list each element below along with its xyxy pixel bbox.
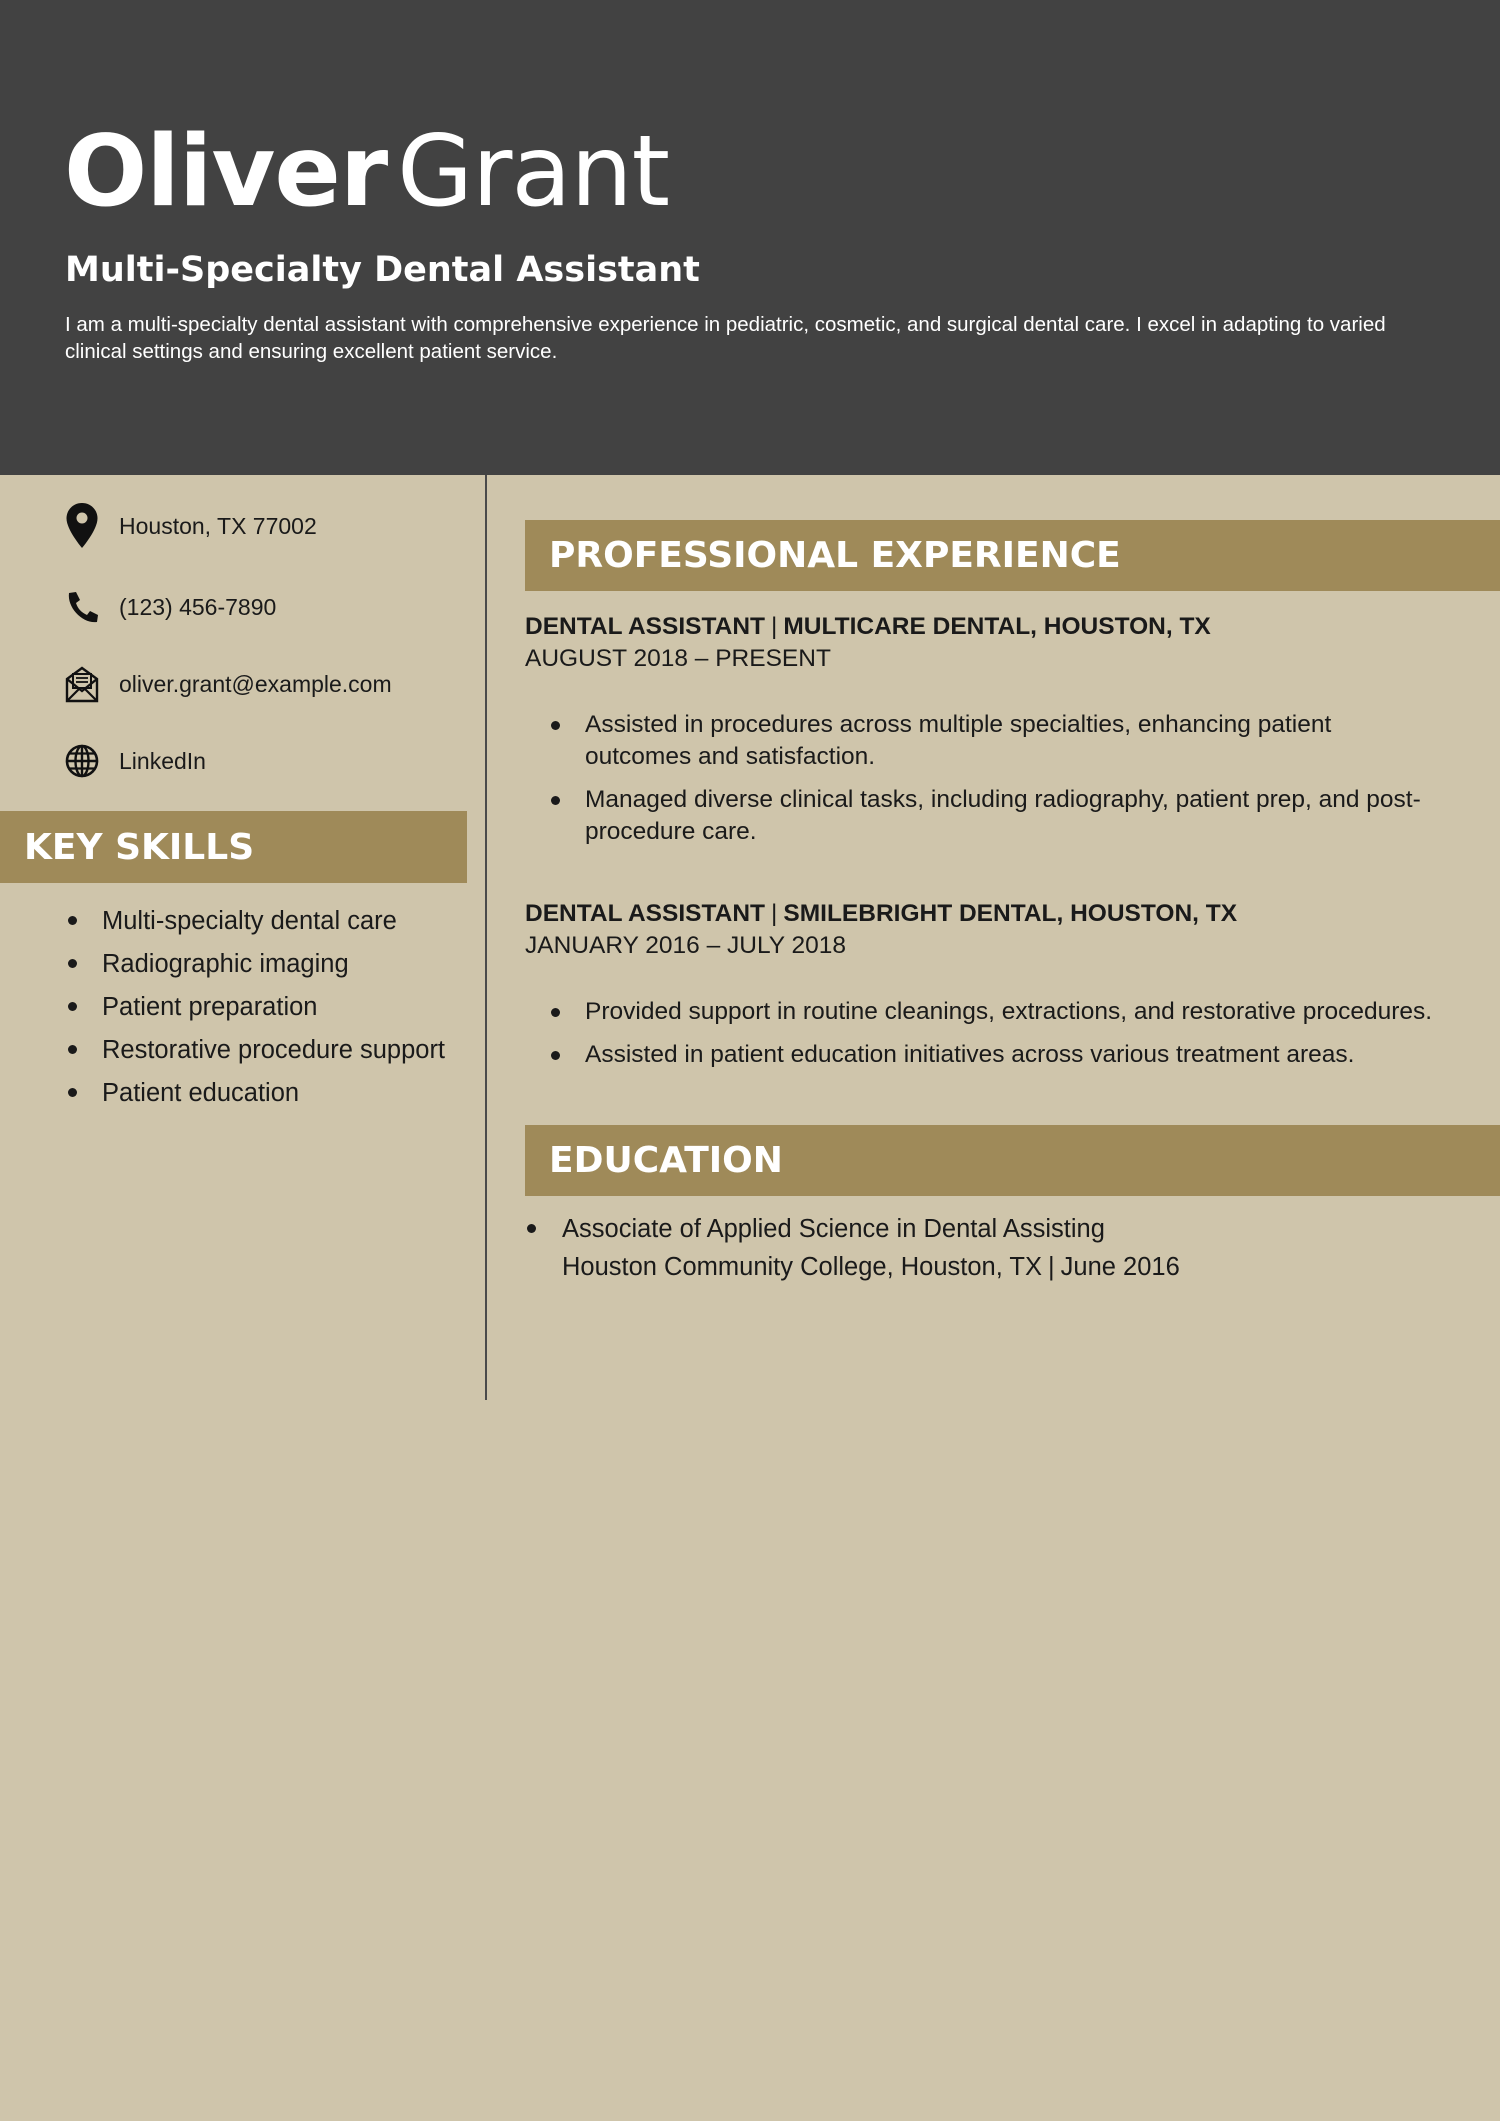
globe-icon bbox=[64, 737, 100, 785]
experience-heading: PROFESSIONAL EXPERIENCE bbox=[525, 520, 1500, 591]
skill-item: Patient education bbox=[102, 1072, 472, 1115]
education-list bbox=[562, 1210, 1442, 1286]
skill-item: Restorative procedure support bbox=[102, 1029, 472, 1072]
phone-icon bbox=[64, 583, 100, 631]
graduation-date: June 2016 bbox=[1060, 1253, 1180, 1281]
education-heading: EDUCATION bbox=[525, 1125, 1500, 1196]
school-line bbox=[562, 1248, 1442, 1286]
job-1-title: DENTAL ASSISTANT bbox=[525, 613, 766, 640]
candidate-name bbox=[64, 112, 669, 232]
skill-item: Radiographic imaging bbox=[102, 943, 472, 986]
job-2-bullets bbox=[585, 996, 1440, 1082]
email-link[interactable]: oliver.grant@example.com bbox=[119, 670, 392, 697]
job-title: Multi-Specialty Dental Assistant bbox=[65, 250, 700, 290]
separator: | bbox=[1048, 1253, 1055, 1281]
job-bullet: Provided support in routine cleanings, extractions, and restorative procedures. bbox=[585, 996, 1440, 1028]
job-1-heading bbox=[525, 611, 1211, 643]
job-bullet: Assisted in patient education initiatives across various treatment areas. bbox=[585, 1039, 1440, 1071]
map-pin-icon bbox=[64, 502, 100, 550]
summary-text: I am a multi-specialty dental assistant with comprehensive experience in pediatric, cosmetic, and surgical dental care. I excel in adapting to varied clinical settings and ensuring excellent patient service. bbox=[65, 313, 1386, 363]
job-1-dates: AUGUST 2018 – PRESENT bbox=[525, 645, 831, 672]
column-divider bbox=[485, 475, 487, 1400]
envelope-icon bbox=[64, 660, 100, 708]
contact-phone bbox=[64, 583, 276, 631]
separator: | bbox=[771, 613, 778, 640]
last-name: Grant bbox=[397, 115, 669, 229]
key-skills-heading: KEY SKILLS bbox=[0, 811, 467, 883]
separator: | bbox=[771, 900, 778, 927]
job-1-bullets bbox=[585, 709, 1440, 859]
school-text: Houston Community College, Houston, TX bbox=[562, 1253, 1043, 1281]
contact-linkedin[interactable] bbox=[64, 737, 206, 785]
job-bullet: Assisted in procedures across multiple specialties, enhancing patient outcomes and satisfaction. bbox=[585, 709, 1440, 773]
contact-email[interactable] bbox=[64, 660, 392, 708]
skills-list bbox=[102, 900, 472, 1115]
job-bullet: Managed diverse clinical tasks, including radiography, patient prep, and post-procedure care. bbox=[585, 784, 1440, 848]
resume-header bbox=[0, 0, 1500, 475]
linkedin-link[interactable]: LinkedIn bbox=[119, 747, 206, 774]
first-name: Oliver bbox=[64, 115, 388, 229]
location-text: Houston, TX 77002 bbox=[119, 512, 317, 539]
job-2-employer: SMILEBRIGHT DENTAL, HOUSTON, TX bbox=[783, 900, 1238, 927]
skill-item: Patient preparation bbox=[102, 986, 472, 1029]
education-item bbox=[562, 1210, 1442, 1286]
contact-location bbox=[64, 502, 317, 550]
phone-text: (123) 456-7890 bbox=[119, 593, 277, 620]
job-2-dates: JANUARY 2016 – JULY 2018 bbox=[525, 932, 846, 959]
degree-text: Associate of Applied Science in Dental Assisting bbox=[562, 1215, 1105, 1243]
skill-item: Multi-specialty dental care bbox=[102, 900, 472, 943]
job-2-title: DENTAL ASSISTANT bbox=[525, 900, 766, 927]
job-2-heading bbox=[525, 898, 1237, 930]
job-1-employer: MULTICARE DENTAL, HOUSTON, TX bbox=[783, 613, 1211, 640]
